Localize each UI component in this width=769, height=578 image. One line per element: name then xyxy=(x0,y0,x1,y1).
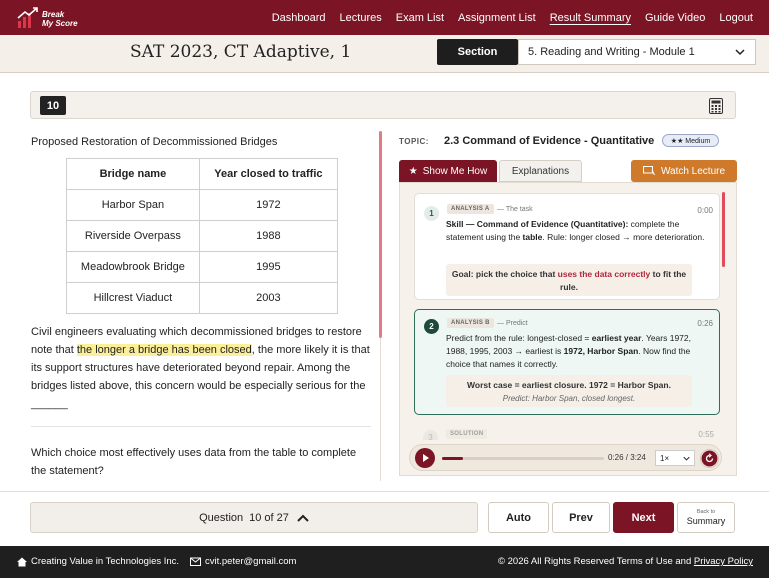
calculator-icon[interactable] xyxy=(709,98,723,114)
panel-scrollbar[interactable] xyxy=(722,192,725,267)
bridge-table xyxy=(66,158,338,314)
exam-header xyxy=(0,35,769,73)
audio-progress xyxy=(442,457,463,460)
replay-button[interactable] xyxy=(700,449,719,468)
question-number: 10 xyxy=(40,96,66,115)
next-button[interactable]: Next xyxy=(613,502,674,533)
logo-text: Break My Score xyxy=(42,10,78,28)
table-row xyxy=(67,221,338,252)
prev-button[interactable]: Prev xyxy=(552,502,610,533)
step-analysis-b[interactable] xyxy=(414,309,720,415)
step-analysis-a[interactable] xyxy=(414,193,720,300)
tab-explanations[interactable]: Explanations xyxy=(499,160,582,182)
star-icon: ★ xyxy=(408,165,418,177)
step-number: 3 xyxy=(423,430,438,440)
step-timestamp: 0:55 xyxy=(698,430,714,439)
difficulty-badge: ★★ Medium xyxy=(662,134,719,147)
audio-time: 0:26 / 3:24 xyxy=(608,453,646,462)
topic-name: 2.3 Command of Evidence - Quantitative xyxy=(444,135,655,147)
table-cell: Hillcrest Viaduct xyxy=(67,283,200,314)
question-prompt: Which choice most effectively uses data from the table to complete the statement? xyxy=(31,447,357,477)
logo[interactable] xyxy=(16,6,86,30)
table-cell: 1988 xyxy=(199,221,337,252)
nav-lectures[interactable]: Lectures xyxy=(339,11,382,24)
step-subtitle: — Predict xyxy=(497,320,528,327)
footer-email[interactable]: cvit.peter@gmail.com xyxy=(190,556,296,567)
highlighted-text[interactable]: the longer a bridge has been closed xyxy=(76,344,252,356)
nav-exam-list[interactable]: Exam List xyxy=(395,11,445,24)
table-row xyxy=(67,283,338,314)
step-timestamp: 0:00 xyxy=(697,206,713,215)
question-navigator[interactable]: Question 10 of 27 xyxy=(30,502,478,533)
table-header-row xyxy=(67,159,338,190)
step-tag: ANALYSIS B xyxy=(447,318,494,328)
step-solution[interactable] xyxy=(414,424,720,440)
table-header: Bridge name xyxy=(67,159,200,190)
section-button[interactable]: Section xyxy=(437,39,518,65)
table-cell: 2003 xyxy=(199,283,337,314)
nav-links xyxy=(258,0,753,35)
pane-divider xyxy=(380,338,381,481)
chevron-down-icon xyxy=(683,455,690,462)
nav-guide-video[interactable]: Guide Video xyxy=(644,11,706,24)
audio-player xyxy=(409,444,722,471)
step-body: Predict from the rule: longest-closed = earliest year. Years 1972, 1988, 1995, 2003 → earliest is 1972, Harbor Span. Now find the choice that names it correctly. xyxy=(446,333,692,369)
table-row xyxy=(67,190,338,221)
footer xyxy=(0,546,769,578)
top-navbar xyxy=(0,0,769,35)
lecture-icon xyxy=(643,166,655,176)
auto-button[interactable]: Auto xyxy=(488,502,549,533)
pane-resize-handle[interactable] xyxy=(379,131,382,338)
home-icon xyxy=(17,557,27,567)
play-icon[interactable] xyxy=(415,448,435,468)
table-header: Year closed to traffic xyxy=(199,159,337,190)
footer-rights: © 2026 All Rights Reserved Terms of Use and Privacy Policy xyxy=(498,556,753,567)
passage-divider xyxy=(31,426,371,427)
table-cell: 1995 xyxy=(199,252,337,283)
tab-show-me-how[interactable]: ★ Show Me How xyxy=(399,160,497,182)
table-row xyxy=(67,252,338,283)
nav-result-summary[interactable]: Result Summary xyxy=(549,11,631,24)
step-tag: SOLUTION xyxy=(446,429,487,439)
chevron-up-icon xyxy=(297,514,309,522)
exam-title: SAT 2023, CT Adaptive, 1 xyxy=(130,42,352,62)
table-cell: Riverside Overpass xyxy=(67,221,200,252)
table-cell: Meadowbrook Bridge xyxy=(67,252,200,283)
section-select[interactable] xyxy=(518,39,756,65)
topic-label: TOPIC: xyxy=(399,137,429,146)
chevron-down-icon xyxy=(735,47,745,57)
replay-icon xyxy=(701,450,718,467)
playback-speed-select[interactable]: 1× xyxy=(655,450,695,466)
table-cell: 1972 xyxy=(199,190,337,221)
section-select-value: 5. Reading and Writing - Module 1 xyxy=(528,46,695,58)
step-number: 1 xyxy=(424,206,439,221)
passage-text: Civil engineers evaluating which decommissioned bridges to restore note that the longer a bridge has been closed, the more likely it is that its support structures have deteriorated beyond repair. Among the bridges listed above, this concern would be especially serious for the ______ xyxy=(31,326,370,410)
audio-seek-bar[interactable] xyxy=(442,457,604,460)
step-body: Skill — Command of Evidence (Quantitative): complete the statement using the table. Rule: longer closed → more deterioration. xyxy=(446,219,705,242)
footer-company: Creating Value in Technologies Inc. xyxy=(17,556,179,567)
watch-lecture-button[interactable]: Watch Lecture xyxy=(631,160,737,182)
envelope-icon xyxy=(190,557,201,566)
step-predict-note: Worst case = earliest closure. 1972 = Harbor Span. Predict: Harbor Span, closed longest. xyxy=(446,375,692,407)
step-goal-note: Goal: pick the choice that uses the data correctly to fit the rule. xyxy=(446,264,692,296)
step-tag: ANALYSIS A xyxy=(447,204,494,214)
logo-chart-icon xyxy=(16,6,40,30)
passage-title: Proposed Restoration of Decommissioned Bridges xyxy=(31,136,278,148)
nav-dashboard[interactable]: Dashboard xyxy=(271,11,326,24)
nav-logout[interactable]: Logout xyxy=(719,11,753,24)
step-number: 2 xyxy=(424,319,439,334)
table-cell: Harbor Span xyxy=(67,190,200,221)
step-timestamp: 0:26 xyxy=(697,319,713,328)
step-subtitle: — The task xyxy=(497,206,533,213)
bottom-divider xyxy=(0,491,769,492)
nav-assignment-list[interactable]: Assignment List xyxy=(458,11,536,24)
question-bar xyxy=(30,91,736,119)
privacy-policy-link[interactable]: Privacy Policy xyxy=(693,556,753,567)
back-to-summary-button[interactable]: Back to Summary xyxy=(677,502,735,533)
